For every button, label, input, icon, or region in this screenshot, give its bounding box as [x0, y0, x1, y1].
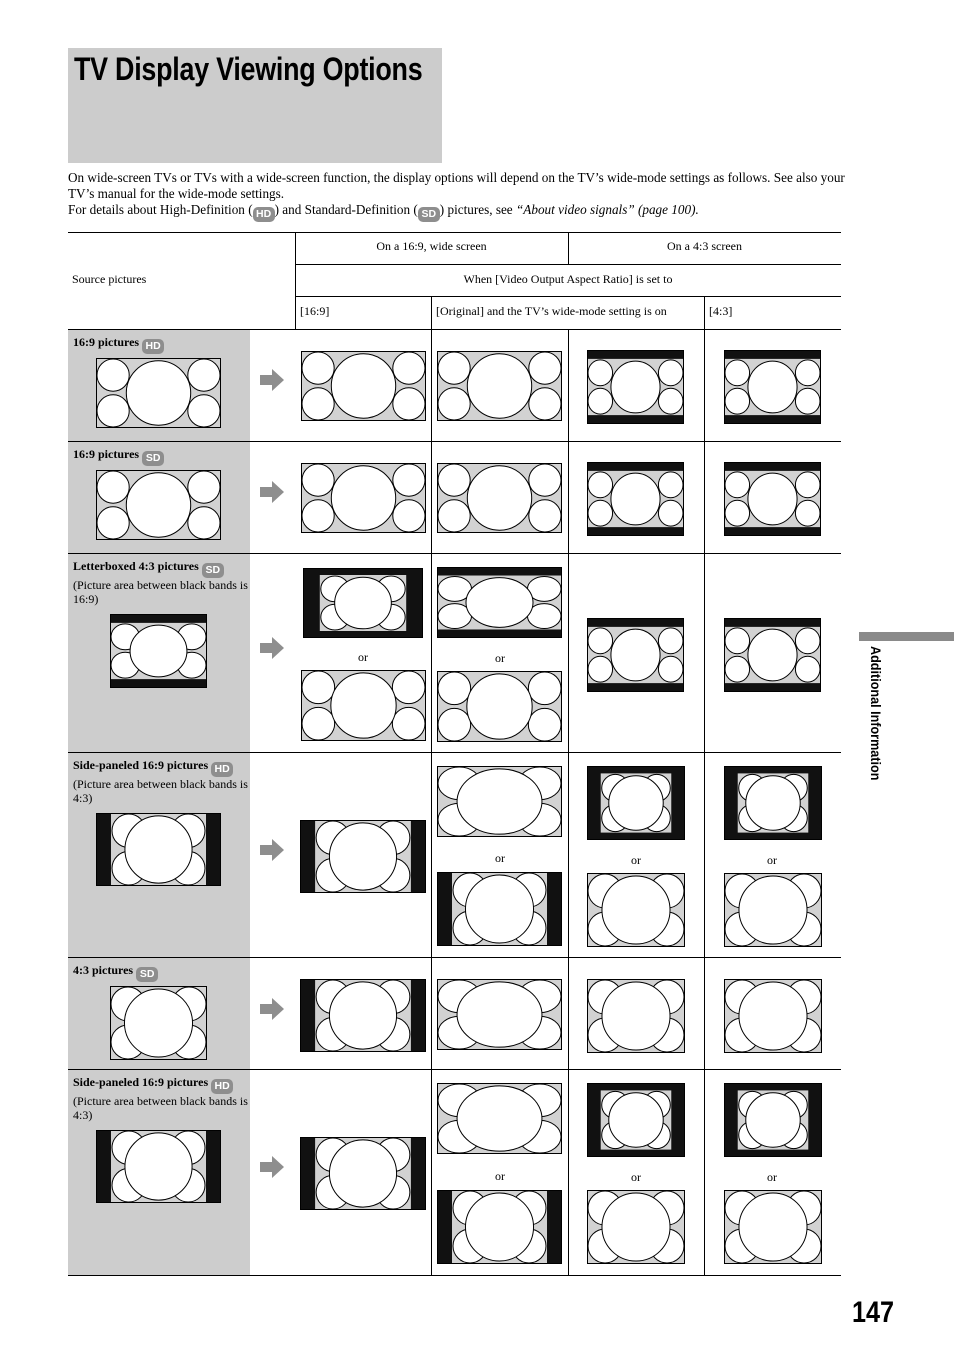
sd-badge-icon: SD — [136, 967, 158, 982]
test-pattern-image — [587, 979, 685, 1053]
aspect-ratio-header: When [Video Output Aspect Ratio] is set to — [463, 272, 673, 286]
or-label: or — [631, 1170, 641, 1184]
test-pattern-image — [301, 463, 426, 533]
title-box — [68, 48, 442, 163]
table-rule — [704, 296, 705, 1276]
test-pattern-image — [587, 873, 685, 947]
arrow-right-icon — [259, 481, 285, 503]
setting-43-header: [4:3] — [709, 304, 733, 318]
table-rule — [68, 1275, 841, 1276]
test-pattern-image — [303, 568, 423, 638]
test-pattern-image — [587, 1190, 685, 1264]
source-pictures-header: Source pictures — [72, 272, 147, 286]
arrow-right-icon — [259, 998, 285, 1020]
test-pattern-image — [437, 1083, 562, 1154]
test-pattern-image — [724, 766, 822, 840]
test-pattern-image — [587, 350, 684, 424]
test-pattern-image — [437, 351, 562, 421]
table-rule — [68, 441, 841, 442]
test-pattern-image — [96, 358, 221, 428]
test-pattern-image — [724, 350, 821, 424]
test-pattern-image — [724, 1083, 822, 1157]
test-pattern-image — [300, 979, 426, 1052]
hd-badge-icon: HD — [211, 1079, 233, 1094]
row-title-text: Letterboxed 4:3 pictures — [73, 559, 199, 573]
test-pattern-image — [587, 766, 685, 840]
table-rule — [295, 264, 841, 265]
page-title: TV Display Viewing Options — [74, 51, 423, 87]
row-title-text: Side-paneled 16:9 pictures — [73, 1075, 209, 1089]
page-number: 147 — [852, 1296, 895, 1329]
test-pattern-image — [96, 470, 221, 540]
or-label: or — [767, 1170, 777, 1184]
or-label: or — [631, 853, 641, 867]
table-rule — [68, 553, 841, 554]
arrow-right-icon — [259, 839, 285, 861]
test-pattern-image — [587, 1083, 685, 1157]
test-pattern-image — [437, 567, 562, 638]
section-tab — [866, 645, 886, 825]
test-pattern-image — [301, 351, 426, 421]
intro-ref-b: ) and Standard-Definition ( — [274, 202, 418, 217]
43-screen-header: On a 4:3 screen — [667, 239, 742, 253]
viewing-options-table — [68, 232, 841, 1276]
table-rule — [431, 296, 432, 1276]
arrow-right-icon — [259, 1156, 285, 1178]
test-pattern-image — [300, 1137, 426, 1210]
table-rule — [68, 957, 841, 958]
test-pattern-image — [724, 873, 822, 947]
test-pattern-image — [110, 614, 207, 688]
row-note: (Picture area between black bands is 4:3) — [73, 1094, 248, 1122]
setting-169-header: [16:9] — [300, 304, 330, 318]
table-rule — [68, 232, 841, 233]
sd-badge-icon: SD — [418, 207, 440, 222]
test-pattern-image — [437, 872, 562, 946]
intro-ref-c: ) pictures, see — [439, 202, 516, 217]
sd-badge-icon: SD — [202, 563, 224, 578]
or-label: or — [495, 851, 505, 865]
row-title — [73, 335, 164, 354]
hd-badge-icon: HD — [253, 207, 275, 222]
row-note: (Picture area between black bands is 4:3) — [73, 777, 248, 805]
test-pattern-image — [587, 618, 684, 692]
row-title — [73, 447, 164, 466]
test-pattern-image — [724, 979, 822, 1053]
row-title-text: 16:9 pictures — [73, 447, 140, 461]
test-pattern-image — [437, 463, 562, 533]
wide-screen-header: On a 16:9, wide screen — [376, 239, 487, 253]
test-pattern-image — [96, 1130, 221, 1203]
test-pattern-image — [437, 671, 562, 742]
intro-paragraph: On wide-screen TVs or TVs with a wide-screen function, the display options will depend on the TV’s wide-mode settings as follows. See also your TV’s manual for the wide-mode settings. — [68, 170, 845, 201]
test-pattern-image — [110, 986, 207, 1060]
row-title — [73, 1075, 233, 1094]
setting-original-header: [Original] and the TV’s wide-mode setting is on — [436, 304, 667, 318]
or-label: or — [495, 1169, 505, 1183]
test-pattern-image — [96, 813, 221, 886]
row-title-text: 16:9 pictures — [73, 335, 140, 349]
or-label: or — [358, 650, 368, 664]
section-tab-label: Additional Information — [868, 646, 884, 781]
hd-badge-icon: HD — [142, 339, 164, 354]
test-pattern-image — [301, 670, 426, 741]
test-pattern-image — [724, 462, 821, 536]
intro-reference-line — [68, 202, 846, 222]
table-rule — [68, 752, 841, 753]
test-pattern-image — [437, 979, 562, 1050]
table-rule — [295, 296, 841, 297]
hd-badge-icon: HD — [211, 762, 233, 777]
intro-text — [68, 170, 846, 222]
test-pattern-image — [587, 462, 684, 536]
sd-badge-icon: SD — [142, 451, 164, 466]
or-label: or — [767, 853, 777, 867]
arrow-right-icon — [259, 637, 285, 659]
test-pattern-image — [300, 820, 426, 893]
row-title-text: Side-paneled 16:9 pictures — [73, 758, 209, 772]
intro-page-reference: “About video signals” (page 100). — [515, 202, 699, 217]
arrow-right-icon — [259, 369, 285, 391]
table-rule — [568, 329, 569, 1276]
test-pattern-image — [437, 1190, 562, 1264]
intro-ref-a: For details about High-Definition ( — [68, 202, 253, 217]
row-note: (Picture area between black bands is 16:9) — [73, 578, 248, 606]
row-title — [73, 758, 233, 777]
table-rule — [68, 1069, 841, 1070]
row-title — [73, 963, 158, 982]
test-pattern-image — [437, 766, 562, 837]
test-pattern-image — [724, 618, 821, 692]
row-title-text: 4:3 pictures — [73, 963, 134, 977]
row-title — [73, 559, 224, 578]
test-pattern-image — [724, 1190, 822, 1264]
or-label: or — [495, 651, 505, 665]
table-rule — [68, 329, 841, 330]
section-tab-bar — [859, 632, 954, 641]
